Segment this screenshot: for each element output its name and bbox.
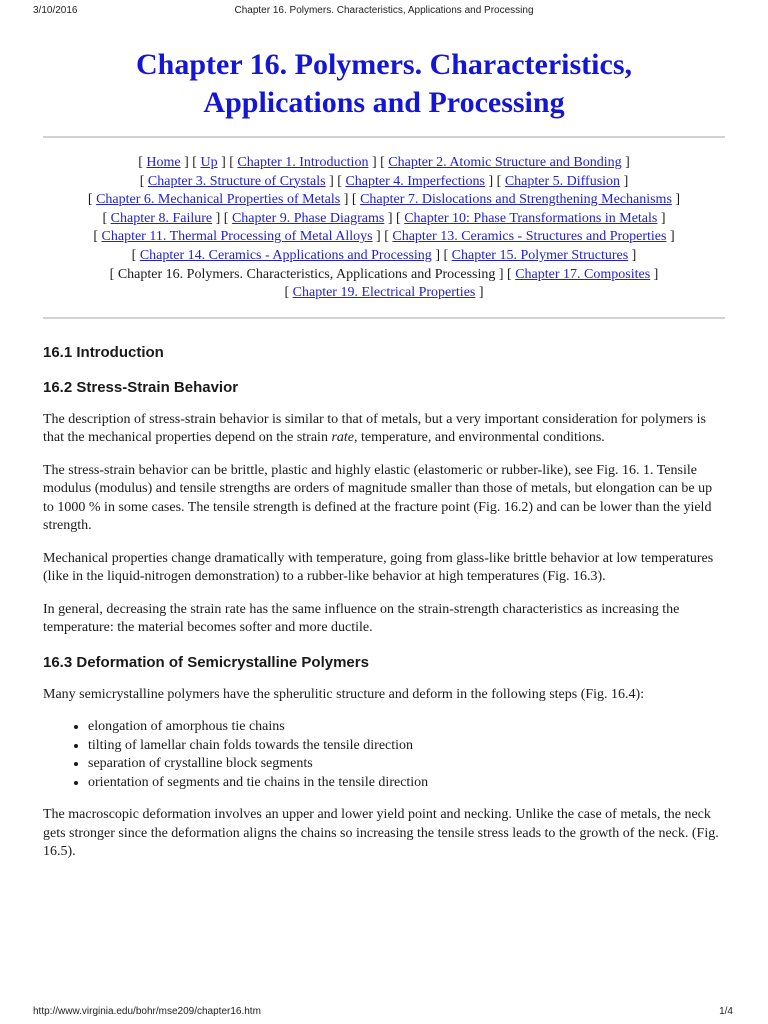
list-item: • tilting of lamellar chain folds towards the tensile direction [88,737,725,756]
print-url: http://www.virginia.edu/bohr/mse209/chapter16.htm [33,1006,261,1017]
section-heading-stress-strain: 16.2 Stress-Strain Behavior [43,378,239,396]
paragraph-text: , temperature, and environmental conditions. [354,430,605,446]
page-title [43,46,725,122]
nav-link-ch17[interactable]: Chapter 17. Composites [515,266,651,282]
nav-link-ch14[interactable]: Chapter 14. Ceramics - Applications and Processing [139,247,432,263]
nav-link-up[interactable]: Up [200,155,218,170]
divider-top [43,136,725,138]
list-item: • elongation of amorphous tie chains [88,718,725,737]
print-date: 3/10/2016 [33,5,78,16]
nav-link-home[interactable]: Home [146,155,181,170]
nav-link-ch7[interactable]: Chapter 7. Dislocations and Strengthening Mechanisms [360,192,672,208]
list-item: • orientation of segments and tie chains in the tensile direction [88,774,725,793]
paragraph-deformation-1: Many semicrystalline polymers have the spherulitic structure and deform in the following steps (Fig. 16.4): [43,686,645,702]
nav-link-ch1[interactable]: Chapter 1. Introduction [237,155,369,170]
nav-link-ch3[interactable]: Chapter 3. Structure of Crystals [147,173,326,189]
nav-link-ch11[interactable]: Chapter 11. Thermal Processing of Metal Alloys [101,229,373,245]
divider-bottom [43,317,725,319]
nav-current-chapter: Chapter 16. Polymers. Characteristics, Applications and Processing [117,266,496,282]
paragraph-deformation-2: The macroscopic deformation involves an upper and lower yield point and necking. Unlike the case of metals, the neck gets stronger since the deformation aligns the chains so increasing the tensile stress leads to the growth of the neck. (Fig. 16.5). [43,807,719,860]
page-title-line1: Chapter 16. Polymers. Characteristics, [136,48,632,81]
page-title-line2: Applications and Processing [203,86,565,119]
nav-link-ch13[interactable]: Chapter 13. Ceramics - Structures and Properties [392,229,667,245]
page-content [43,46,725,862]
print-page-number: 1/4 [719,1006,733,1017]
list-item: • separation of crystalline block segments [88,755,725,774]
print-footer [0,1002,768,1024]
paragraph-stress-strain-1 [43,411,725,448]
nav-link-ch5[interactable]: Chapter 5. Diffusion [504,173,621,189]
deformation-steps-list [43,718,725,792]
nav-link-ch6[interactable]: Chapter 6. Mechanical Properties of Metals [96,192,341,208]
paragraph-stress-strain-4: In general, decreasing the strain rate has the same influence on the strain-strength characteristics as increasing the temperature: the material becomes softer and more ductile. [43,601,680,636]
section-heading-introduction: 16.1 Introduction [43,343,164,361]
print-header [0,0,768,20]
nav-link-ch8[interactable]: Chapter 8. Failure [110,210,213,226]
nav-link-ch4[interactable]: Chapter 4. Imperfections [345,173,485,189]
nav-link-ch9[interactable]: Chapter 9. Phase Diagrams [231,210,385,226]
section-heading-deformation: 16.3 Deformation of Semicrystalline Polymers [43,653,369,671]
nav-link-ch19[interactable]: Chapter 19. Electrical Properties [292,285,476,301]
chapter-navigation: [ Home ] [ Up ] [ Chapter 1. Introduction ] [ Chapter 2. Atomic Structure and Bonding ] [ Chapter 3. Structure of Crystals ] [ Chapter 4. Imperfections ] [ Chapter 5. Diffusion ] [ Chapter 6. Mechanical Properties of Metals ] [ Chapter 7. Dislocations and Strengthening Mechanisms ] [ Chapter 8. Failure ] [ Chapter 9. Phase Diagrams ] [ Chapter 10: Phase Transformations in Metals ] [ Chapter 11. Thermal Processing of Metal Alloys ] [ Chapter 13. Ceramics - Structures and Properties ] [ Chapter 14. Ceramics - Applications and Processing ] [ Chapter 15. Polymer Structures ] [ Chapter 16. Polymers. Characteristics, Applications and Processing ] [ Chapter 17. Composites ] [ Chapter 19. Electrical Properties ] [87,155,681,301]
paragraph-stress-strain-2: The stress-strain behavior can be brittle, plastic and highly elastic (elastomeric or rubber-like), see Fig. 16. 1. Tensile modulus (modulus) and tensile strengths are orders of magnitude smaller than those of metals, but elongation can be up to 1000 % in some cases. The tensile strength is defined at the fracture point (Fig. 16.2) and can be lower than the yield strength. [43,462,713,534]
emphasis-rate: rate [331,430,355,446]
nav-link-ch2[interactable]: Chapter 2. Atomic Structure and Bonding [388,155,622,170]
paragraph-text: The description of stress-strain behavior is similar to that of metals, but a very important consideration for polymers is that the mechanical properties depend on the strain [43,411,706,446]
nav-link-ch15[interactable]: Chapter 15. Polymer Structures [451,247,629,263]
paragraph-stress-strain-3: Mechanical properties change dramatically with temperature, going from glass-like brittle behavior at low temperatures (like in the liquid-nitrogen demonstration) to a rubber-like behavior at high temperatures (Fig. 16.3). [43,550,714,585]
print-title: Chapter 16. Polymers. Characteristics, Applications and Processing [234,5,534,16]
nav-link-ch10[interactable]: Chapter 10: Phase Transformations in Metals [404,210,658,226]
